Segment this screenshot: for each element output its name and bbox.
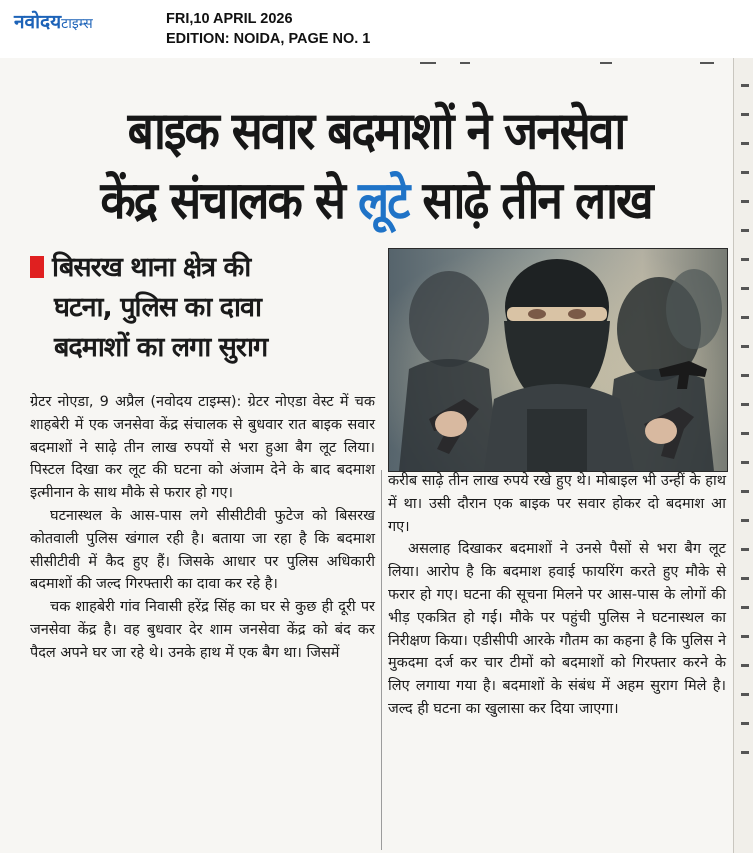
column-divider — [381, 470, 382, 850]
headline-line-2-end: साढ़े तीन लाख — [408, 169, 652, 231]
article-clipping — [0, 58, 753, 853]
article-body-right — [388, 470, 726, 721]
headline-highlight-word: लूटे — [357, 169, 409, 231]
subhead-line-1-text: बिसरख थाना क्षेत्र की — [52, 252, 251, 283]
paragraph: असलाह दिखाकर बदमाशों ने उनसे पैसों से भरा बैग लूट लिया। आरोप है कि बदमाश हवाई फायरिंग करते हुए मौके से फरार हो गए। घटना की सूचना मिलने पर आस-पास के लोगों की भीड़ एकत्रित हो गई। मौके पर पहुंची पुलिस ने घटनास्थल का निरीक्षण किया। एडीसीपी आरके गौतम का कहना है कि पुलिस ने मुकदमा दर्ज कर चार टीमों को बदमाशों को गिरफ्तार करने के लिए लगाया गया है। बदमाशों के संबंध में अहम सुराग मिले है। जल्द ही घटना का खुलासा कर दिया जाएगा। — [388, 541, 726, 717]
logo-sub-text: टाइम्स — [61, 16, 93, 32]
headline-line-1: बाइक सवार बदमाशों ने जनसेवा — [127, 100, 625, 161]
subhead-line-2: घटना, पुलिस का दावा — [54, 292, 261, 323]
article-body-left — [30, 391, 375, 665]
paragraph: चक शाहबेरी गांव निवासी हरेंद्र सिंह का घर से कुछ ही दूरी पर जनसेवा केंद्र है। वह बुधवार देर शाम जनसेवा केंद्र को बंद कर पैदल अपने घर जा रहे थे। उनके हाथ में एक बैग था। जिसमें — [30, 599, 375, 661]
newspaper-logo[interactable] — [14, 8, 93, 32]
paragraph: करीब साढ़े तीन लाख रुपये रखे हुए थे। मोबाइल भी उन्हीं के हाथ में था। उसी दौरान एक बाइक पर सवार होकर दो बदमाश आ गए। — [388, 473, 726, 535]
article-headline — [26, 96, 726, 235]
masked-gunman-illustration — [389, 249, 727, 471]
red-bullet-icon — [30, 256, 44, 278]
clipping-top-edge — [0, 58, 720, 70]
headline-line-2 — [26, 165, 726, 234]
edition-info — [166, 9, 370, 49]
subhead-line-1 — [30, 248, 375, 288]
paragraph: घटनास्थल के आस-पास लगे सीसीटीवी फुटेज को बिसरख कोतवाली पुलिस खंगाल रही है। बताया जा रहा है कि बदमाश सीसीटीवी में कैद हुए हैं। जिसके आधार पर पुलिस अधिकारी बदमाशों की जल्द गिरफ्तारी का दावा कर रहे है। — [30, 507, 375, 593]
logo-main-text: नवोदय — [14, 11, 62, 33]
page-header — [0, 0, 753, 58]
subhead-line-3: बदमाशों का लगा सुराग — [54, 332, 268, 363]
paragraph: ग्रेटर नोएडा, 9 अप्रैल (नवोदय टाइम्स): ग्रेटर नोएडा वेस्ट में चक शाहबेरी में एक जनसेवा केंद्र संचालक से बुधवार रात बाइक सवार बदमाशों ने साढ़े तीन लाख रुपयों से भरा हुआ बैग लूट लिया। पिस्टल दिखा कर लूट की घटना को अंजाम देने के बाद बदमाश इत्मीनान के साथ मौके से फरार हो गए। — [30, 394, 375, 502]
adjacent-column-edge — [733, 58, 753, 853]
article-subheadline — [30, 248, 375, 368]
publication-date: FRI,10 APRIL 2026 — [166, 11, 293, 27]
edition-page: EDITION: NOIDA, PAGE NO. 1 — [166, 31, 371, 47]
article-photo[interactable] — [388, 248, 728, 472]
headline-line-2-start: केंद्र संचालक से — [100, 169, 358, 231]
